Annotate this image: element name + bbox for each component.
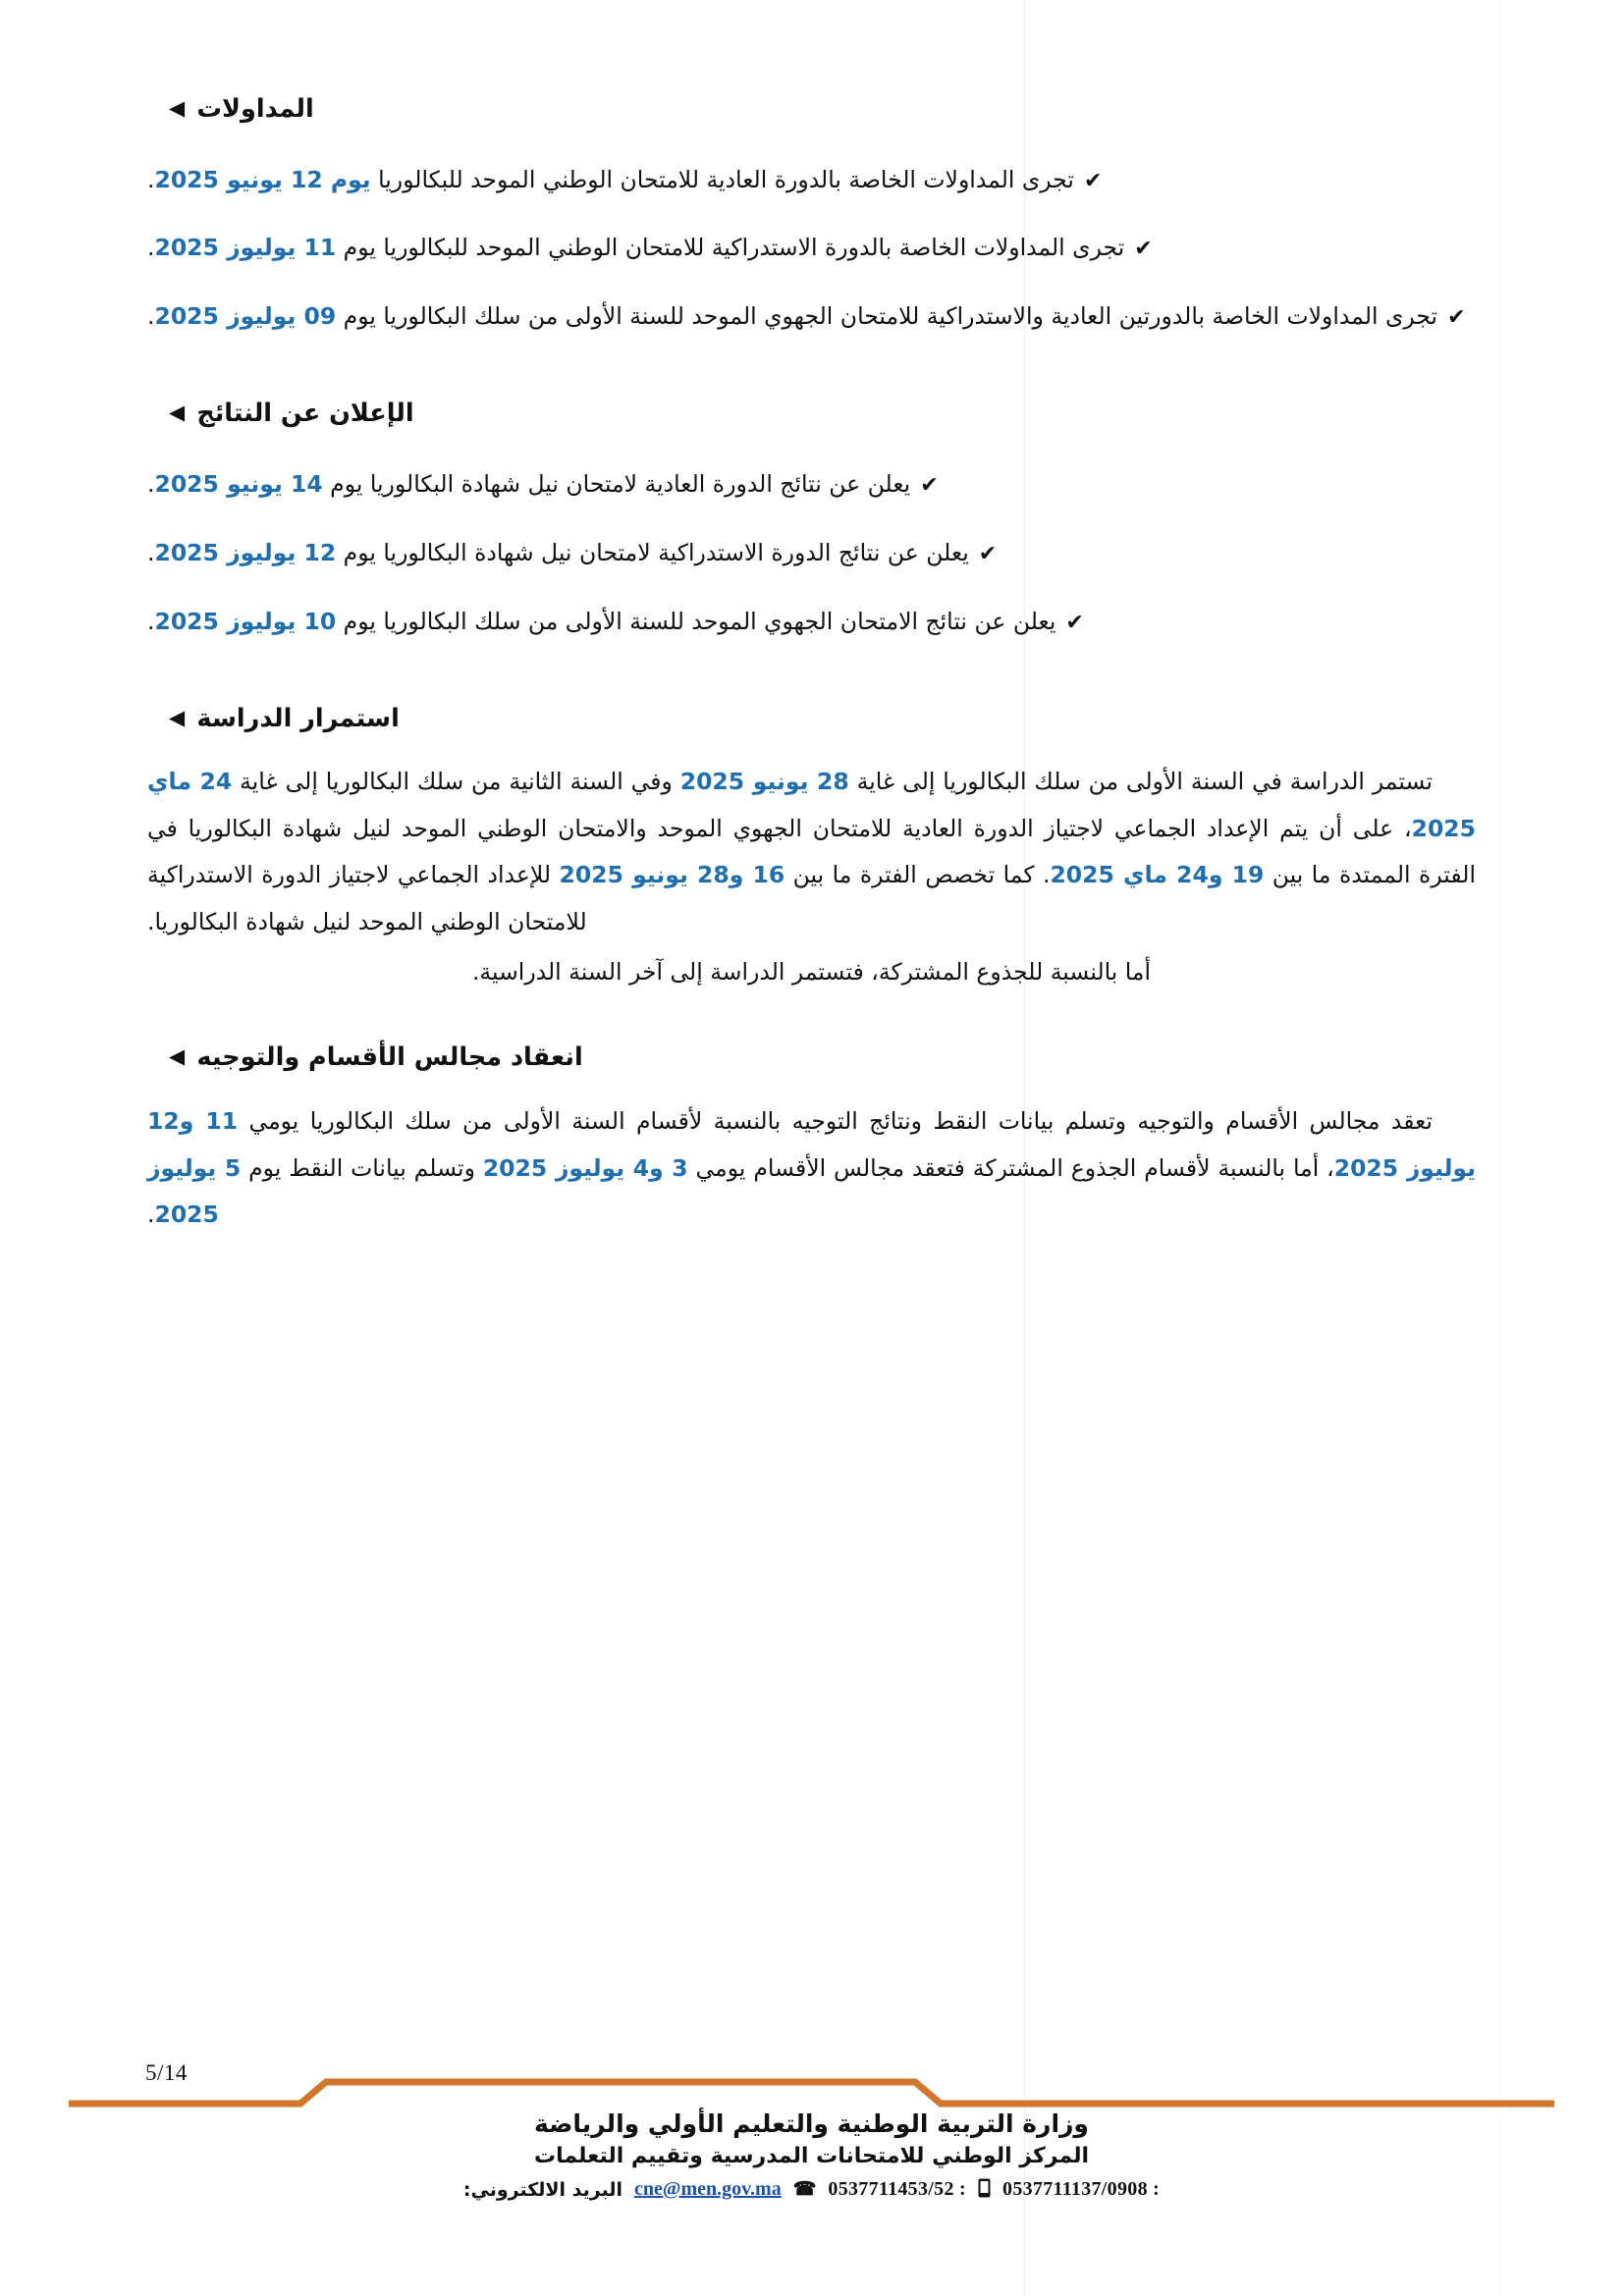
list-item-text-tail: .: [147, 607, 155, 635]
page-footer: [0, 2051, 1623, 2296]
run-text: تعقد مجالس الأقسام والتوجيه وتسلم بيانات النقط ونتائج التوجيه بالنسبة لأقسام السنة الأولى من سلك البكالوريا يومي: [238, 1107, 1433, 1136]
check-icon: ✔: [1065, 610, 1084, 635]
list-item-text: يعلن عن نتائج الدورة الاستدراكية لامتحان نيل شهادة البكالوريا يوم: [336, 538, 969, 566]
page-number: 5/14: [145, 2060, 188, 2085]
section-heading-results: [147, 399, 1476, 429]
section-heading-label: الإعلان عن النتائج: [196, 399, 414, 429]
run-date: 16 و28 يونيو 2025: [559, 861, 785, 889]
list-item-date: 10 يوليوز 2025: [154, 607, 337, 635]
section-heading-label: انعقاد مجالس الأقسام والتوجيه: [196, 1042, 583, 1073]
list-item-text-tail: .: [147, 165, 155, 193]
email-link[interactable]: cne@men.gov.ma: [634, 2178, 782, 2201]
triangle-bullet-icon: ◀: [169, 1044, 186, 1069]
list-item-date: 09 يوليوز 2025: [154, 302, 337, 331]
list-item-date: 14 يونيو 2025: [154, 469, 323, 498]
run-text: .: [147, 1201, 155, 1228]
list-item: [147, 226, 1476, 271]
run-text: تستمر الدراسة في السنة الأولى من سلك البكالوريا إلى غاية: [848, 768, 1433, 796]
check-icon: ✔: [1083, 168, 1103, 193]
contact-row: [0, 2178, 1623, 2202]
telephone-number: 0537711453/52 :: [828, 2178, 967, 2201]
telephone-icon: ☎: [792, 2179, 817, 2201]
list-item-text: تجرى المداولات الخاصة بالدورة العادية للامتحان الوطني الموحد للبكالوريا: [370, 165, 1074, 193]
run-date: 19 و24 ماي 2025: [1050, 861, 1265, 889]
run-text: . كما تخصص الفترة ما بين: [784, 861, 1051, 889]
list-item-text-tail: .: [147, 538, 155, 566]
list-item-text-tail: .: [147, 469, 155, 498]
paragraph-study-continuation: [147, 759, 1476, 945]
mobile-number: 0537711137/0908 :: [1002, 2178, 1161, 2201]
section-heading-label: المداولات: [196, 94, 314, 124]
page-content: [147, 94, 1476, 1238]
list-item: [147, 158, 1476, 203]
list-item: [147, 294, 1476, 340]
run-text: ، على أن يتم الإعداد الجماعي لاجتياز الدورة العادية للامتحان الجهوي الموحد والامتحان الوطني الموحد لنيل شهادة البكالوريا في الفترة الممتدة ما بين: [147, 814, 1476, 889]
triangle-bullet-icon: ◀: [169, 705, 186, 729]
triangle-bullet-icon: ◀: [169, 400, 186, 425]
list-item: [147, 600, 1476, 645]
deliberations-list: [147, 158, 1476, 341]
run-date: 11 و12 يوليوز 2025: [147, 1107, 1476, 1182]
results-list: [147, 462, 1476, 645]
run-text: وتسلم بيانات النقط يوم: [241, 1153, 483, 1182]
check-icon: ✔: [1447, 305, 1466, 331]
list-item-text: يعلن عن نتائج الامتحان الجهوي الموحد للسنة الأولى من سلك البكالوريا يوم: [336, 607, 1056, 635]
center-name: المركز الوطني للامتحانات المدرسية وتقييم التعلمات: [533, 2143, 1090, 2168]
footer-text-block: [0, 2108, 1623, 2202]
list-item: [147, 531, 1476, 576]
run-date: 5 يوليوز 2025: [147, 1153, 242, 1228]
paragraph-class-councils: [147, 1098, 1476, 1238]
section-heading-deliberations: [147, 94, 1476, 125]
list-item-text-tail: .: [147, 234, 155, 262]
check-icon: ✔: [978, 541, 998, 566]
list-item-date: 12 يوليوز 2025: [154, 538, 337, 566]
section-heading-label: استمرار الدراسة: [196, 703, 400, 733]
list-item-text-tail: .: [147, 302, 155, 331]
scan-seam: [1501, 0, 1502, 2296]
list-item-date: يوم 12 يونيو 2025: [154, 165, 371, 193]
section-heading-study-continuation: [147, 704, 1476, 734]
run-text: وفي السنة الثانية من سلك البكالوريا إلى غاية: [232, 768, 680, 796]
list-item-text: يعلن عن نتائج الدورة العادية لامتحان نيل شهادة البكالوريا يوم: [322, 469, 911, 498]
run-date: 28 يونيو 2025: [679, 768, 849, 796]
email-label: البريد الالكتروني:: [462, 2178, 623, 2201]
paragraph-common-core: [147, 949, 1476, 995]
run-text: للإعداد الجماعي لاجتياز الدورة الاستدراكية للامتحان الوطني الموحد لنيل شهادة البكالوريا.: [147, 861, 587, 935]
run-date: 24 ماي 2025: [147, 768, 1476, 842]
run-date: 3 و4 يوليوز 2025: [482, 1153, 688, 1182]
list-item-text: تجرى المداولات الخاصة بالدورتين العادية والاستدراكية للامتحان الجهوي الموحد للسنة الأولى من سلك البكالوريا يوم: [336, 302, 1438, 331]
triangle-bullet-icon: ◀: [169, 96, 186, 120]
run-text: ، أما بالنسبة لأقسام الجذوع المشتركة فتعقد مجالس الأقسام يومي: [687, 1153, 1334, 1182]
list-item-date: 11 يوليوز 2025: [154, 234, 337, 262]
mobile-phone-icon: [978, 2178, 991, 2202]
run-text: أما بالنسبة للجذوع المشتركة، فتستمر الدراسة إلى آخر السنة الدراسية.: [471, 958, 1152, 986]
section-heading-class-councils: [147, 1042, 1476, 1073]
list-item: [147, 462, 1476, 507]
list-item-text: تجرى المداولات الخاصة بالدورة الاستدراكية للامتحان الوطني الموحد للبكالوريا يوم: [336, 234, 1125, 262]
check-icon: ✔: [1134, 237, 1153, 262]
check-icon: ✔: [920, 472, 939, 498]
ministry-name: وزارة التربية الوطنية والتعليم الأولي والرياضة: [534, 2109, 1089, 2138]
